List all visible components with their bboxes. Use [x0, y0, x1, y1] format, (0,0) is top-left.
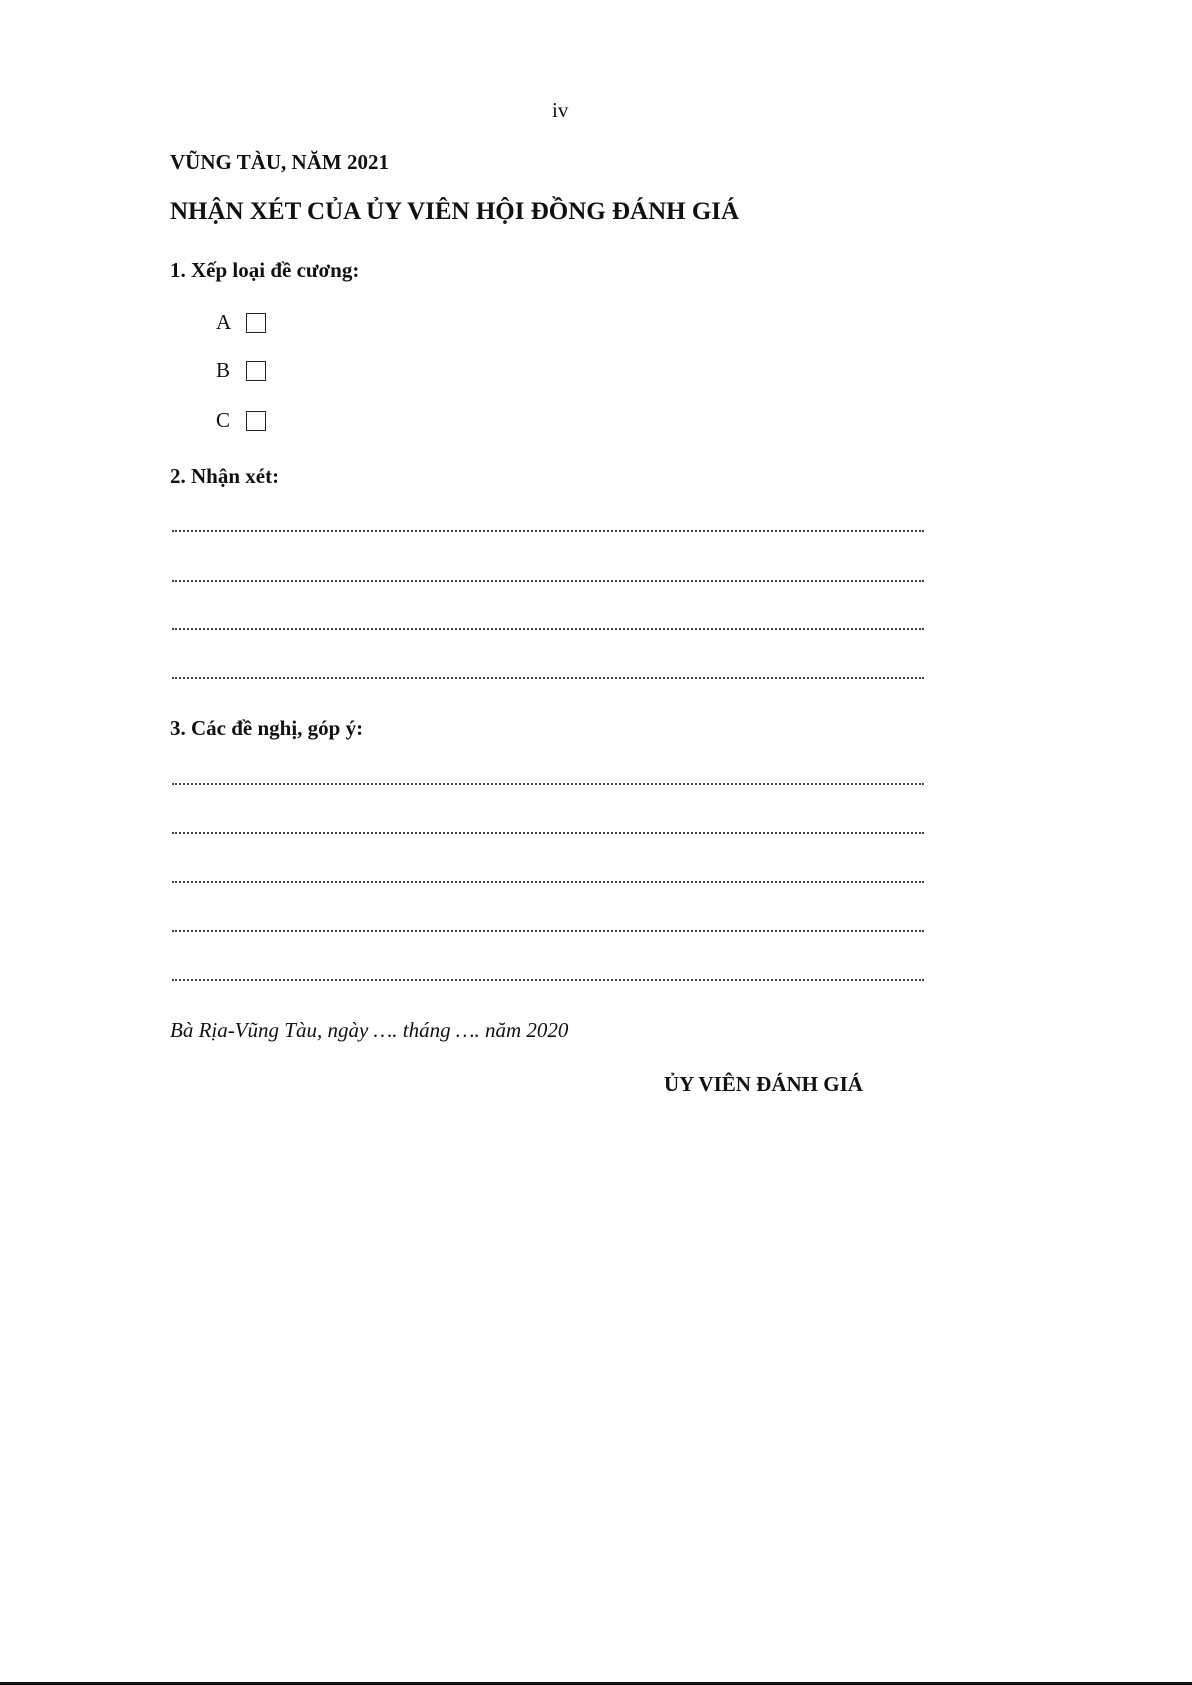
suggestion-line[interactable] [172, 832, 924, 834]
grade-a-checkbox[interactable] [246, 313, 266, 333]
signature-title: ỦY VIÊN ĐÁNH GIÁ [664, 1072, 863, 1096]
grade-option-c[interactable] [216, 408, 266, 433]
place-date: Bà Rịa-Vũng Tàu, ngày …. tháng …. năm 2020 [170, 1018, 569, 1042]
comment-line[interactable] [172, 580, 924, 582]
grade-option-label: A [216, 310, 232, 334]
section-heading-grading: 1. Xếp loại đề cương: [170, 258, 360, 282]
suggestion-line[interactable] [172, 979, 924, 981]
comment-line[interactable] [172, 530, 924, 532]
grade-option-label: C [216, 408, 231, 432]
suggestion-line[interactable] [172, 930, 924, 932]
grade-c-checkbox[interactable] [246, 411, 266, 431]
page-number: iv [552, 98, 569, 122]
grade-option-a[interactable] [216, 310, 266, 335]
grade-option-b[interactable] [216, 358, 266, 383]
comment-line[interactable] [172, 677, 924, 679]
section-heading-suggestions: 3. Các đề nghị, góp ý: [170, 716, 364, 740]
location-year: VŨNG TÀU, NĂM 2021 [170, 150, 389, 174]
form-title: NHẬN XÉT CỦA ỦY VIÊN HỘI ĐỒNG ĐÁNH GIÁ [170, 198, 740, 225]
grade-option-label: B [216, 358, 231, 382]
suggestion-line[interactable] [172, 881, 924, 883]
suggestion-line[interactable] [172, 783, 924, 785]
grade-b-checkbox[interactable] [246, 361, 266, 381]
comment-line[interactable] [172, 628, 924, 630]
section-heading-comments: 2. Nhận xét: [170, 464, 280, 488]
